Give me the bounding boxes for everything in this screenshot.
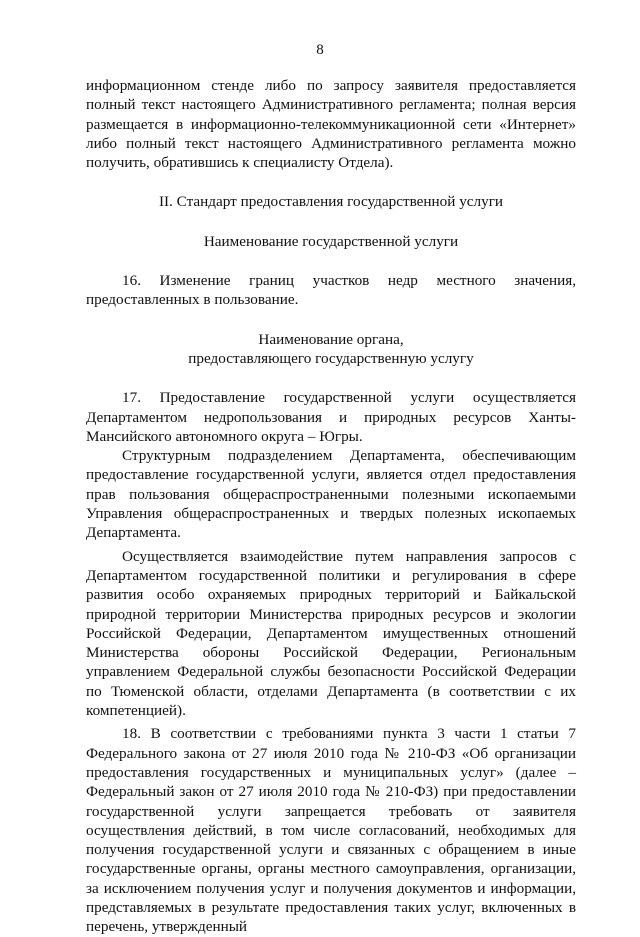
subheading-service-name: Наименование государственной услуги [203,232,459,250]
paragraph-17: 17. Предоставление государственной услуги осуществляется Департаментом недропользования и природных ресурсов Ханты-Мансийского автономного округа – Югры. [86,389,576,445]
page-number: 8 [316,42,324,58]
paragraph-17-structure: Структурным подразделением Департамента, обеспечивающим предоставление государственной услуги, является отдел предоставления прав пользования общераспространенными полезными ископаемыми Управления общераспространенных и твердых полезных ископаемых Департамента. [86,447,576,542]
paragraph-16: 16. Изменение границ участков недр местного значения, предоставленных в пользование. [86,272,576,309]
subheading-organ-line-2: предоставляющего государственную услугу [188,349,474,367]
section-title: II. Стандарт предоставления государственной услуги [158,193,504,211]
subheading-organ-line-1: Наименование органа, [258,330,404,348]
page-body [86,76,576,937]
paragraph-17-interaction: Осуществляется взаимодействие путем направления запросов с Департаментом государственной политики и регулирования в сфере развития особо охраняемых природных территорий и Байкальской природной территории Министерства природных ресурсов и экологии Российской Федерации, Департаментом имущественных отношений Министерства обороны Российской Федерации, Региональным управлением Федеральной службы безопасности Российской Федерации по Тюменской области, отделами Департамента (в соответствии с их компетенцией). [86,547,576,720]
paragraph-18: 18. В соответствии с требованиями пункта 3 части 1 статьи 7 Федерального закона от 27 июля 2010 года № 210-ФЗ «Об организации предоставления государственных и муниципальных услуг» (далее – Федеральный закон от 27 июля 2010 года № 210-ФЗ) при предоставлении государственной услуги запрещается требовать от заявителя осуществления действий, в том числе согласований, необходимых для получения государственной услуги и связанных с обращением в иные государственные органы, органы местного самоуправления, организации, за исключением получения услуг и получения документов и информации, представляемых в результате предоставления таких услуг, включенных в перечень, утвержденный [86,725,576,936]
paragraph-intro: информационном стенде либо по запросу заявителя предоставляется полный текст настоящего Административного регламента; полная версия размещается в информационно-телекоммуникационной сети «Интернет» либо полный текст настоящего Административного регламента можно получить, обратившись к специалисту Отдела). [86,77,576,172]
